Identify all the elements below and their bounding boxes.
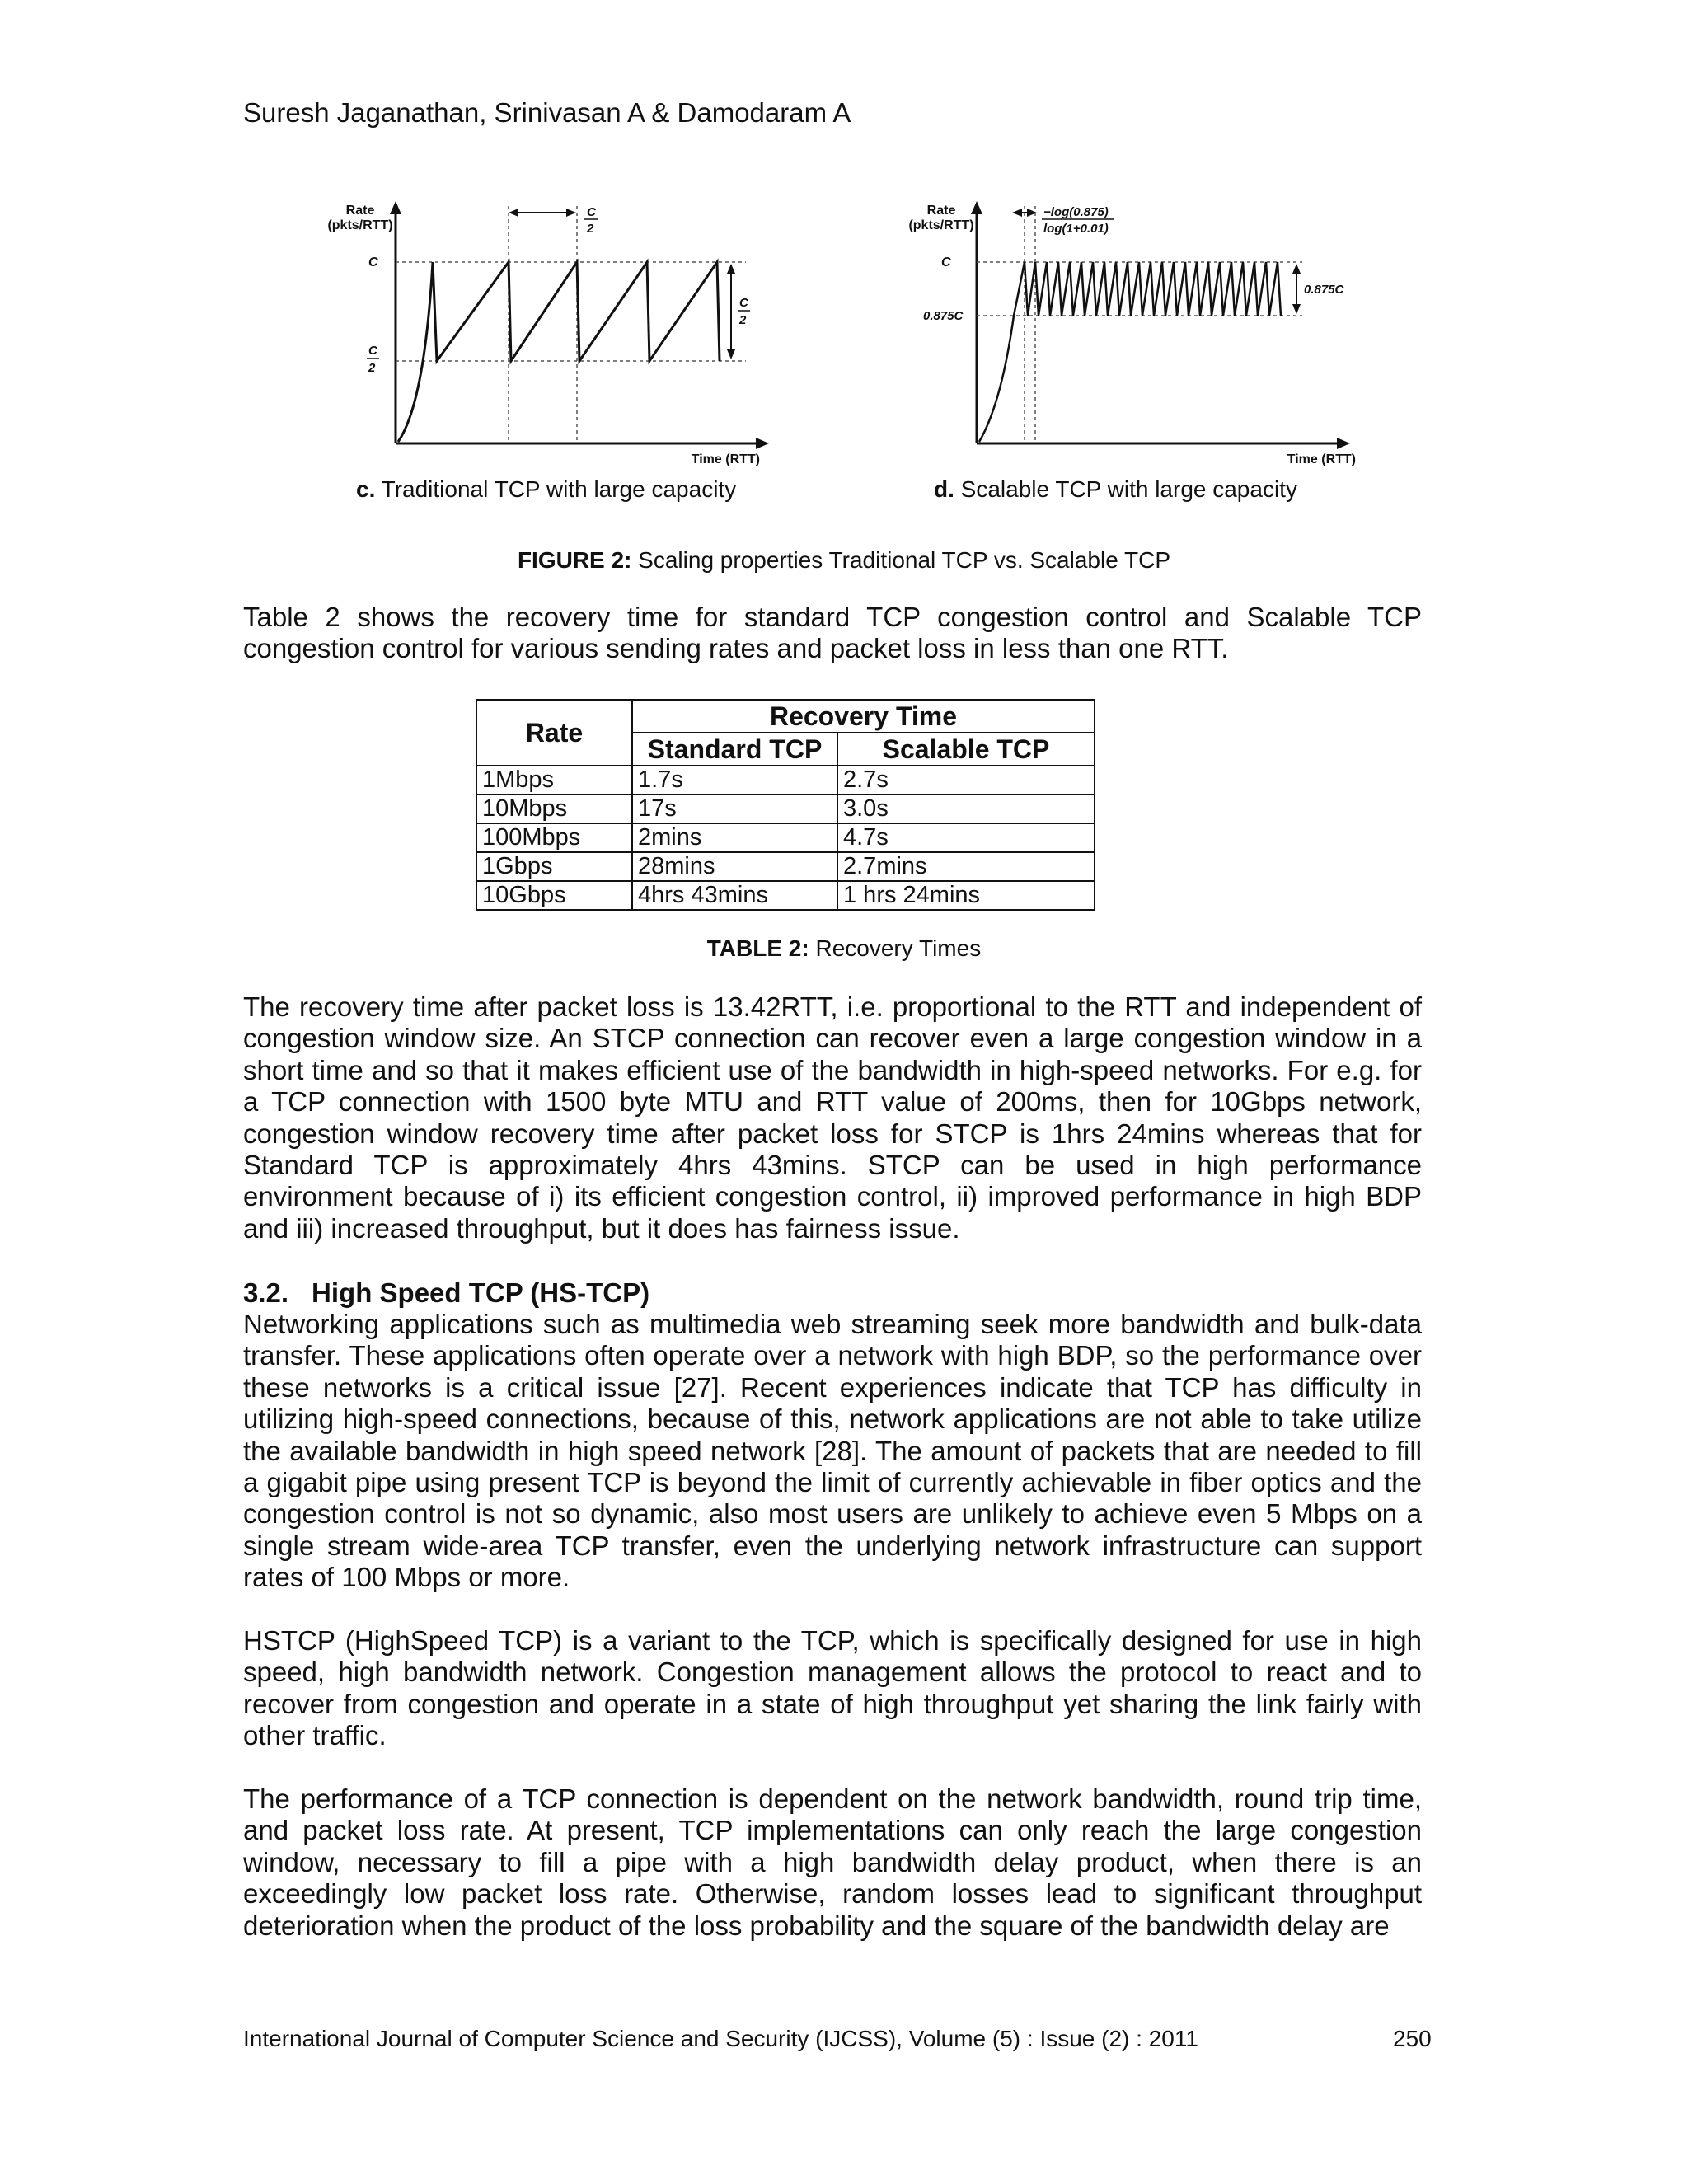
panel-c-right-down-icon: [727, 349, 735, 359]
panel-d-y-arrow-icon: [971, 201, 982, 214]
panel-c-tick-half-num: C: [368, 344, 377, 358]
section-heading: [243, 1277, 649, 1309]
panel-c-right-up-icon: [727, 264, 735, 274]
paragraph-recovery: The recovery time after packet loss is 13.42RTT, i.e. proportional to the RTT and independent of congestion window size. An STCP connection can recover even a large congestion window in a short time and so that it makes efficient use of the bandwidth in high-speed networks. For e.g. for a TCP connection with 1500 byte MTU and RTT value of 200ms, then for 10Gbps network, congestion window recovery time after packet loss for STCP is 1hrs 24mins whereas that for Standard TCP is approximately 4hrs 43mins. STCP can be used in high performance environment because of i) its efficient congestion control, ii) improved performance in high BDP and iii) increased throughput, but it does has fairness issue.: [243, 991, 1422, 1244]
figure-panel-c: [301, 198, 960, 478]
cell-rate: 10Gbps: [476, 881, 632, 910]
panel-c-top-den: 2: [587, 222, 594, 236]
panel-c-xlabel: Time (RTT): [691, 452, 760, 466]
page-number: 250: [1393, 2026, 1432, 2051]
cell-rate: 1Mbps: [476, 766, 632, 794]
header-recovery-time: Recovery Time: [632, 700, 1095, 733]
paragraph-hstcp-2: HSTCP (HighSpeed TCP) is a variant to the TCP, which is specifically designed for use in high speed, high bandwidth network. Congestion management allows the protocol to react and to recover from congestion and operate in a state of high throughput yet sharing the link fairly with other traffic.: [243, 1625, 1422, 1751]
cell-scalable: 1 hrs 24mins: [837, 881, 1095, 910]
panel-d-caption-text: Scalable TCP with large capacity: [954, 476, 1297, 502]
panel-d-top-num: −log(0.875): [1043, 205, 1109, 219]
panel-d-x-arrow-icon: [1337, 438, 1350, 449]
panel-d-ylabel-2: (pkts/RTT): [908, 218, 974, 232]
cell-standard: 28mins: [632, 852, 837, 881]
figure-caption: [0, 547, 1688, 574]
cell-scalable: 2.7s: [837, 766, 1095, 794]
header-standard-tcp: Standard TCP: [632, 733, 837, 766]
panel-d-right-annot: 0.875C: [1304, 283, 1344, 297]
paragraph-hstcp-3: The performance of a TCP connection is dependent on the network bandwidth, round trip time, and packet loss rate. At present, TCP implementations can only reach the large congestion window, necessary to fill a pipe with a high bandwidth delay product, when there is an exceedingly low packet loss rate. Otherwise, random losses lead to significant throughput deterioration when the product of the loss probability and the square of the bandwidth delay are: [243, 1783, 1422, 1941]
panel-d-xlabel: Time (RTT): [1287, 452, 1356, 466]
figure-caption-text: Scaling properties Traditional TCP vs. Scalable TCP: [631, 547, 1171, 573]
panel-d-graph: [882, 198, 1541, 478]
panel-d-ylabel-1: Rate: [926, 204, 956, 218]
cell-scalable: 3.0s: [837, 794, 1095, 823]
cell-rate: 10Mbps: [476, 794, 632, 823]
panel-c-ylabel-2: (pkts/RTT): [327, 218, 393, 232]
panel-c-right-den: 2: [739, 313, 747, 327]
cell-rate: 1Gbps: [476, 852, 632, 881]
panel-c-x-arrow-icon: [756, 438, 769, 449]
recovery-time-table: [476, 699, 1095, 911]
table-row: [476, 852, 1095, 881]
header-scalable-tcp: Scalable TCP: [837, 733, 1095, 766]
panel-c-sawtooth: [398, 262, 720, 442]
cell-standard: 4hrs 43mins: [632, 881, 837, 910]
cell-scalable: 2.7mins: [837, 852, 1095, 881]
paragraph-table-intro: Table 2 shows the recovery time for standard TCP congestion control and Scalable TCP congestion control for various sending rates and packet loss in less than one RTT.: [243, 602, 1422, 664]
running-header: Suresh Jaganathan, Srinivasan A & Damodaram A: [243, 97, 851, 128]
panel-d-caption-letter: d.: [934, 476, 954, 502]
cell-standard: 1.7s: [632, 766, 837, 794]
panel-d-right-up-icon: [1292, 264, 1301, 274]
panel-c-graph: [301, 198, 960, 478]
figure-panel-d: [882, 198, 1541, 478]
table-caption-text: Recovery Times: [809, 935, 982, 961]
cell-standard: 2mins: [632, 823, 837, 852]
panel-d-tick-c: C: [941, 255, 951, 269]
section-number: 3.2.: [243, 1277, 289, 1308]
footer-journal: International Journal of Computer Science and Security (IJCSS), Volume (5) : Issue (2) : 2011: [243, 2026, 1198, 2051]
panel-c-right-num: C: [739, 296, 748, 310]
table-row: [476, 794, 1095, 823]
header-rate: Rate: [476, 700, 632, 766]
section-title: High Speed TCP (HS-TCP): [312, 1277, 650, 1308]
panel-c-tick-half-den: 2: [368, 361, 376, 375]
panel-c-caption-text: Traditional TCP with large capacity: [375, 476, 737, 502]
panel-c-top-right-icon: [566, 209, 576, 217]
panel-d-tick-0875: 0.875C: [923, 309, 964, 323]
panel-d-right-down-icon: [1292, 304, 1301, 314]
panel-c-caption: [356, 476, 736, 503]
paragraph-hstcp-1: Networking applications such as multimedia web streaming seek more bandwidth and bulk-data transfer. These applications often operate over a network with high BDP, so the performance over these networks is a critical issue [27]. Recent experiences indicate that TCP has difficulty in utilizing high-speed connections, because of this, network applications are not able to take utilize the available bandwidth in high speed network [28]. The amount of packets that are needed to fill a gigabit pipe using present TCP is beyond the limit of currently achievable in fiber optics and the congestion control is not so dynamic, also most users are unlikely to achieve even 5 Mbps on a single stream wide-area TCP transfer, even the underlying network infrastructure can support rates of 100 Mbps or more.: [243, 1309, 1422, 1593]
panel-d-top-den: log(1+0.01): [1043, 222, 1109, 236]
panel-c-ylabel-1: Rate: [345, 204, 375, 218]
panel-c-tick-c: C: [368, 255, 378, 269]
table-caption: [0, 935, 1688, 962]
table-caption-label: TABLE 2:: [706, 935, 809, 961]
table-row: [476, 823, 1095, 852]
panel-c-top-left-icon: [509, 209, 518, 217]
cell-standard: 17s: [632, 794, 837, 823]
cell-scalable: 4.7s: [837, 823, 1095, 852]
figure-caption-label: FIGURE 2:: [517, 547, 632, 573]
cell-rate: 100Mbps: [476, 823, 632, 852]
panel-d-caption: [934, 476, 1297, 503]
panel-d-top-left-icon: [1012, 209, 1022, 217]
table-row: [476, 881, 1095, 910]
panel-c-top-num: C: [587, 205, 596, 219]
panel-c-y-arrow-icon: [390, 201, 401, 214]
table-row: [476, 766, 1095, 794]
panel-c-caption-letter: c.: [356, 476, 376, 502]
